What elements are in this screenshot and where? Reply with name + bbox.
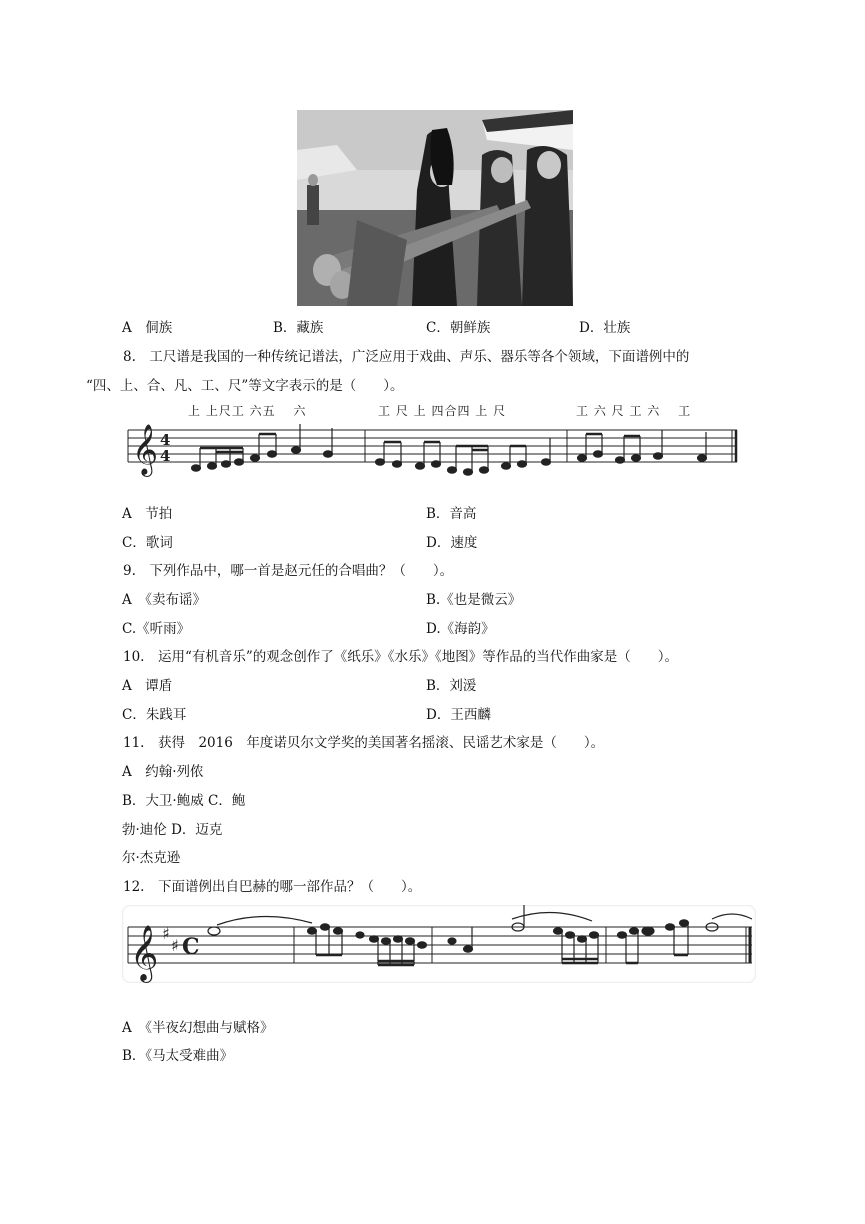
- q7-option-c: C．朝鲜族: [426, 320, 491, 336]
- q12-stem: 12. 下面谱例出自巴赫的哪一部作品？（ ）。: [123, 879, 422, 895]
- q7-option-b: B．藏族: [273, 320, 324, 336]
- q9-option-b: B.《也是微云》: [426, 592, 522, 608]
- svg-text:𝄞: 𝄞: [132, 424, 159, 475]
- q8-score-label-2: 工 尺 上 四合四 上 尺: [378, 404, 507, 418]
- q8-score-label-1: 上 上尺工 六五 六: [188, 404, 307, 418]
- q12-option-a: A 《半夜幻想曲与赋格》: [122, 1020, 274, 1036]
- q11-line-3: 勃·迪伦 D．迈克: [122, 822, 223, 838]
- q10-option-c: C．朱践耳: [122, 707, 187, 723]
- q10-option-a: A 谭盾: [122, 678, 173, 694]
- q8-gongche-score: [122, 398, 742, 486]
- q8-option-c: C．歌词: [122, 535, 173, 551]
- q8-score-label-3: 工 六 尺 工 六 工: [576, 404, 692, 418]
- q9-option-c: C.《听雨》: [122, 621, 191, 637]
- q11-line-4: 尔·杰克逊: [122, 850, 181, 866]
- q8-stem-line2: “四、上、合、凡、工、尺”等文字表示的是（ ）。: [86, 378, 404, 394]
- q9-option-d: D.《海韵》: [426, 621, 495, 637]
- tibetan-horn-players-photo: [297, 110, 573, 306]
- q10-option-b: B．刘湲: [426, 678, 477, 694]
- q12-staff-svg: [122, 905, 756, 983]
- q12-time-signature: C: [182, 934, 200, 960]
- q7-option-d: D．壮族: [579, 320, 631, 336]
- q10-option-d: D．王西麟: [426, 707, 491, 723]
- q12-bach-score: [122, 905, 756, 983]
- q9-stem: 9. 下列作品中，哪一首是赵元任的合唱曲？（ ）。: [123, 563, 454, 579]
- q8-staff-svg: [122, 398, 742, 486]
- svg-text:♯: ♯: [162, 924, 170, 943]
- svg-text:♯: ♯: [171, 936, 179, 955]
- svg-text:4: 4: [160, 431, 171, 449]
- q8-stem-line1: 8. 工尺谱是我国的一种传统记谱法，广泛应用于戏曲、声乐、器乐等各个领域，下面谱例中的: [123, 349, 690, 365]
- q11-line-2: B．大卫·鲍威 C．鲍: [122, 793, 246, 809]
- q7-photo: [297, 110, 573, 306]
- q11-line-1: A 约翰·列侬: [122, 764, 204, 780]
- q12-option-b: B．《马太受难曲》: [122, 1048, 234, 1064]
- q9-option-a: A 《卖布谣》: [122, 592, 206, 608]
- q11-stem: 11. 获得 2016 年度诺贝尔文学奖的美国著名摇滚、民谣艺术家是（ ）。: [123, 735, 605, 751]
- q8-option-b: B．音高: [426, 506, 477, 522]
- q8-option-d: D．速度: [426, 535, 478, 551]
- svg-text:4: 4: [160, 447, 171, 465]
- q8-option-a: A 节拍: [122, 506, 173, 522]
- svg-text:𝄞: 𝄞: [130, 925, 159, 981]
- q10-stem: 10. 运用“有机音乐”的观念创作了《纸乐》《水乐》《地图》等作品的当代作曲家是（ ）。: [123, 649, 679, 665]
- q7-option-a: A 侗族: [122, 320, 173, 336]
